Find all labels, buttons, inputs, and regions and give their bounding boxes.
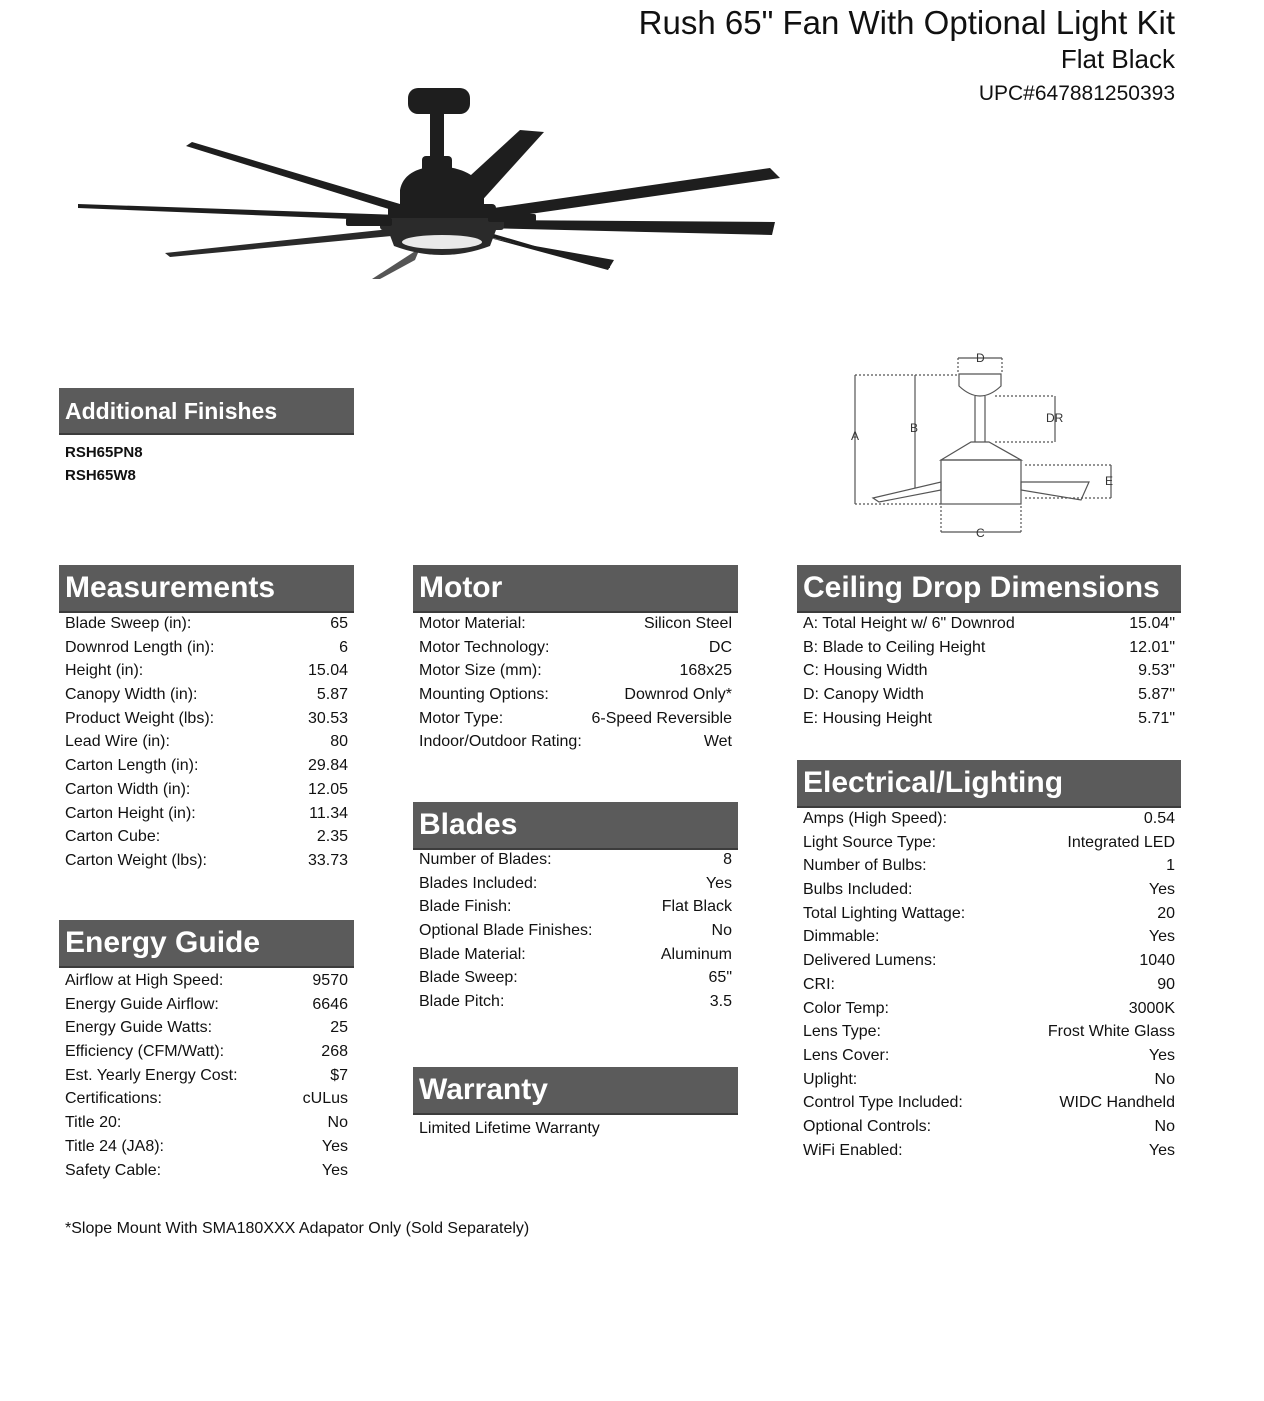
- spec-value: Silicon Steel: [643, 615, 732, 632]
- diagram-label-a: A: [851, 429, 860, 443]
- spec-row: [59, 969, 354, 993]
- spec-label: Efficiency (CFM/Watt):: [65, 1043, 225, 1061]
- spec-label: Canopy Width (in):: [65, 686, 198, 704]
- motor-table: [413, 612, 738, 754]
- spec-value: 3.5: [709, 993, 732, 1011]
- electrical-heading: Electrical/Lighting: [797, 760, 1181, 808]
- additional-finishes-list: [59, 441, 143, 487]
- spec-row: [59, 659, 354, 683]
- spec-label: Blade Sweep:: [419, 969, 518, 987]
- spec-value: 15.04: [307, 662, 348, 680]
- spec-value: Yes: [1148, 1141, 1175, 1159]
- spec-value: Yes: [705, 874, 732, 892]
- spec-row: [59, 730, 354, 754]
- warranty-heading: Warranty: [413, 1067, 738, 1115]
- spec-value: 12.01": [1129, 638, 1175, 656]
- spec-row: [413, 895, 738, 919]
- spec-row: [413, 848, 738, 872]
- spec-label: Carton Weight (lbs):: [65, 851, 207, 869]
- spec-row: [59, 1087, 354, 1111]
- spec-value: 65: [330, 615, 348, 632]
- spec-value: 5.87: [316, 686, 348, 704]
- spec-label: Light Source Type:: [803, 833, 937, 851]
- spec-label: Number of Blades:: [419, 851, 552, 868]
- spec-value: 8: [723, 851, 732, 868]
- spec-row: [59, 1159, 354, 1183]
- electrical-table: [797, 807, 1181, 1162]
- spec-label: Title 24 (JA8):: [65, 1137, 164, 1155]
- spec-row: [413, 683, 738, 707]
- measurements-heading: Measurements: [59, 565, 354, 613]
- spec-label: Lens Type:: [803, 1023, 881, 1041]
- spec-row: [797, 707, 1181, 731]
- ceiling-drop-table: [797, 612, 1181, 730]
- spec-value: 90: [1157, 975, 1175, 993]
- spec-row: [59, 802, 354, 826]
- spec-label: Color Temp:: [803, 999, 889, 1017]
- spec-value: 12.05: [307, 780, 348, 798]
- spec-row: [413, 872, 738, 896]
- spec-value: 65": [708, 969, 732, 987]
- spec-value: 25: [330, 1019, 348, 1037]
- spec-value: Wet: [703, 733, 732, 751]
- spec-value: 3000K: [1128, 999, 1175, 1017]
- spec-row: [797, 973, 1181, 997]
- spec-label: Est. Yearly Energy Cost:: [65, 1066, 238, 1084]
- spec-row: [59, 1111, 354, 1135]
- spec-label: Control Type Included:: [803, 1094, 963, 1112]
- spec-row: [797, 636, 1181, 660]
- spec-label: Airflow at High Speed:: [65, 972, 224, 989]
- spec-value: DC: [708, 638, 732, 656]
- energy-guide-table: [59, 969, 354, 1182]
- spec-row: [413, 919, 738, 943]
- diagram-label-c: C: [976, 526, 985, 540]
- spec-row: [413, 659, 738, 683]
- spec-value: 1040: [1139, 952, 1175, 970]
- spec-value: Integrated LED: [1067, 833, 1175, 851]
- spec-row: [59, 612, 354, 636]
- ceiling-drop-heading: Ceiling Drop Dimensions: [797, 565, 1181, 613]
- energy-guide-heading: Energy Guide: [59, 920, 354, 968]
- product-finish: Flat Black: [1060, 44, 1175, 74]
- spec-row: [797, 807, 1181, 831]
- diagram-label-b: B: [910, 421, 919, 435]
- spec-label: Energy Guide Watts:: [65, 1019, 213, 1037]
- spec-value: 6: [339, 638, 348, 656]
- spec-label: Title 20:: [65, 1114, 122, 1132]
- spec-value: No: [1154, 1117, 1175, 1135]
- spec-label: Height (in):: [65, 662, 144, 680]
- spec-row: [797, 1044, 1181, 1068]
- spec-row: [797, 902, 1181, 926]
- diagram-label-e: E: [1105, 474, 1114, 488]
- spec-label: Carton Height (in):: [65, 804, 196, 822]
- spec-label: D: Canopy Width: [803, 686, 924, 704]
- spec-label: Total Lighting Wattage:: [803, 904, 966, 922]
- spec-label: Motor Type:: [419, 709, 504, 727]
- spec-row: [797, 659, 1181, 683]
- spec-row: [797, 1115, 1181, 1139]
- spec-row: [797, 1020, 1181, 1044]
- spec-label: Motor Material:: [419, 615, 526, 632]
- diagram-label-dr: DR: [1046, 411, 1064, 425]
- spec-label: Delivered Lumens:: [803, 952, 937, 970]
- spec-label: Lead Wire (in):: [65, 733, 170, 751]
- spec-value: cULus: [302, 1090, 348, 1108]
- spec-value: 6-Speed Reversible: [591, 709, 732, 727]
- spec-value: 20: [1157, 904, 1175, 922]
- spec-label: Number of Bulbs:: [803, 857, 927, 875]
- spec-value: Flat Black: [661, 898, 732, 916]
- spec-label: B: Blade to Ceiling Height: [803, 638, 986, 656]
- spec-row: [797, 1091, 1181, 1115]
- spec-value: Downrod Only*: [624, 686, 732, 704]
- spec-value: 9.53": [1138, 662, 1175, 680]
- spec-row: [797, 854, 1181, 878]
- footnote: *Slope Mount With SMA180XXX Adapator Only (Sold Separately): [65, 1220, 530, 1237]
- motor-heading: Motor: [413, 565, 738, 613]
- spec-value: Yes: [1148, 928, 1175, 946]
- spec-row: [59, 707, 354, 731]
- spec-label: Carton Width (in):: [65, 780, 191, 798]
- spec-label: Motor Technology:: [419, 638, 550, 656]
- spec-value: 33.73: [307, 851, 348, 869]
- spec-label: Blade Pitch:: [419, 993, 505, 1011]
- spec-value: No: [711, 922, 732, 940]
- spec-value: Yes: [1148, 881, 1175, 899]
- spec-row: [59, 1016, 354, 1040]
- spec-value: 268: [321, 1043, 348, 1061]
- dimension-diagram: [845, 348, 1125, 548]
- spec-row: [413, 636, 738, 660]
- spec-value: 6646: [312, 995, 348, 1013]
- spec-value: 29.84: [307, 757, 348, 775]
- spec-label: Carton Cube:: [65, 828, 161, 846]
- spec-row: [59, 1040, 354, 1064]
- spec-value: 0.54: [1143, 810, 1175, 827]
- spec-label: E: Housing Height: [803, 709, 932, 727]
- spec-label: Bulbs Included:: [803, 881, 913, 899]
- spec-row: [413, 707, 738, 731]
- spec-value: Yes: [321, 1137, 348, 1155]
- spec-label: WiFi Enabled:: [803, 1141, 903, 1159]
- spec-label: Motor Size (mm):: [419, 662, 542, 680]
- spec-label: Lens Cover:: [803, 1046, 890, 1064]
- finish-item: RSH65W8: [65, 467, 136, 484]
- spec-label: Energy Guide Airflow:: [65, 995, 219, 1013]
- spec-row: [59, 993, 354, 1017]
- spec-label: Optional Blade Finishes:: [419, 922, 593, 940]
- fan-product-image: [70, 80, 790, 290]
- spec-row: [413, 990, 738, 1014]
- spec-value: 5.87": [1138, 686, 1175, 704]
- warranty-text: Limited Lifetime Warranty: [419, 1120, 600, 1137]
- spec-row: [59, 825, 354, 849]
- spec-label: Dimmable:: [803, 928, 880, 946]
- spec-row: [59, 778, 354, 802]
- additional-finishes-heading: Additional Finishes: [59, 388, 354, 435]
- spec-value: 1: [1166, 857, 1175, 875]
- spec-label: Indoor/Outdoor Rating:: [419, 733, 582, 751]
- spec-row: [59, 1135, 354, 1159]
- spec-value: Yes: [1148, 1046, 1175, 1064]
- spec-label: Safety Cable:: [65, 1161, 162, 1179]
- spec-value: No: [1154, 1070, 1175, 1088]
- diagram-label-d: D: [976, 351, 985, 365]
- spec-row: [413, 943, 738, 967]
- spec-value: WIDC Handheld: [1059, 1094, 1175, 1112]
- spec-label: C: Housing Width: [803, 662, 928, 680]
- spec-row: [59, 636, 354, 660]
- finish-item: RSH65PN8: [65, 444, 143, 461]
- spec-label: Blade Finish:: [419, 898, 512, 916]
- spec-label: Certifications:: [65, 1090, 162, 1108]
- spec-value: Yes: [321, 1161, 348, 1179]
- blades-heading: Blades: [413, 802, 738, 850]
- spec-label: Uplight:: [803, 1070, 858, 1088]
- spec-label: Amps (High Speed):: [803, 810, 948, 827]
- product-upc: UPC#647881250393: [978, 82, 1175, 105]
- spec-row: [59, 754, 354, 778]
- spec-row: [797, 831, 1181, 855]
- spec-label: Product Weight (lbs):: [65, 709, 215, 727]
- spec-label: Downrod Length (in):: [65, 638, 215, 656]
- spec-row: [59, 683, 354, 707]
- spec-row: [797, 997, 1181, 1021]
- spec-value: 5.71": [1138, 709, 1175, 727]
- spec-label: Blade Sweep (in):: [65, 615, 192, 632]
- spec-label: CRI:: [803, 975, 835, 993]
- spec-label: Blade Material:: [419, 945, 526, 963]
- spec-value: No: [327, 1114, 348, 1132]
- spec-value: 30.53: [307, 709, 348, 727]
- spec-value: Frost White Glass: [1047, 1023, 1175, 1041]
- spec-row: [797, 878, 1181, 902]
- spec-label: Optional Controls:: [803, 1117, 932, 1135]
- blades-table: [413, 848, 738, 1014]
- spec-value: 15.04": [1129, 615, 1175, 632]
- product-title: Rush 65" Fan With Optional Light Kit: [638, 4, 1175, 41]
- spec-value: 2.35: [316, 828, 348, 846]
- spec-label: Blades Included:: [419, 874, 538, 892]
- measurements-table: [59, 612, 354, 873]
- spec-row: [413, 730, 738, 754]
- spec-row: [413, 612, 738, 636]
- spec-value: 11.34: [309, 804, 348, 822]
- spec-row: [413, 966, 738, 990]
- spec-row: [797, 925, 1181, 949]
- spec-value: 168x25: [679, 662, 732, 680]
- spec-value: 80: [330, 733, 348, 751]
- spec-row: [797, 683, 1181, 707]
- spec-value: $7: [330, 1066, 348, 1084]
- spec-row: [797, 1139, 1181, 1163]
- spec-row: [797, 949, 1181, 973]
- spec-label: Mounting Options:: [419, 686, 549, 704]
- spec-value: Aluminum: [660, 945, 732, 963]
- spec-value: 9570: [312, 972, 348, 989]
- spec-row: [59, 1064, 354, 1088]
- spec-row: [797, 1068, 1181, 1092]
- spec-label: Carton Length (in):: [65, 757, 199, 775]
- spec-row: [797, 612, 1181, 636]
- spec-row: [59, 849, 354, 873]
- spec-label: A: Total Height w/ 6" Downrod: [803, 615, 1015, 632]
